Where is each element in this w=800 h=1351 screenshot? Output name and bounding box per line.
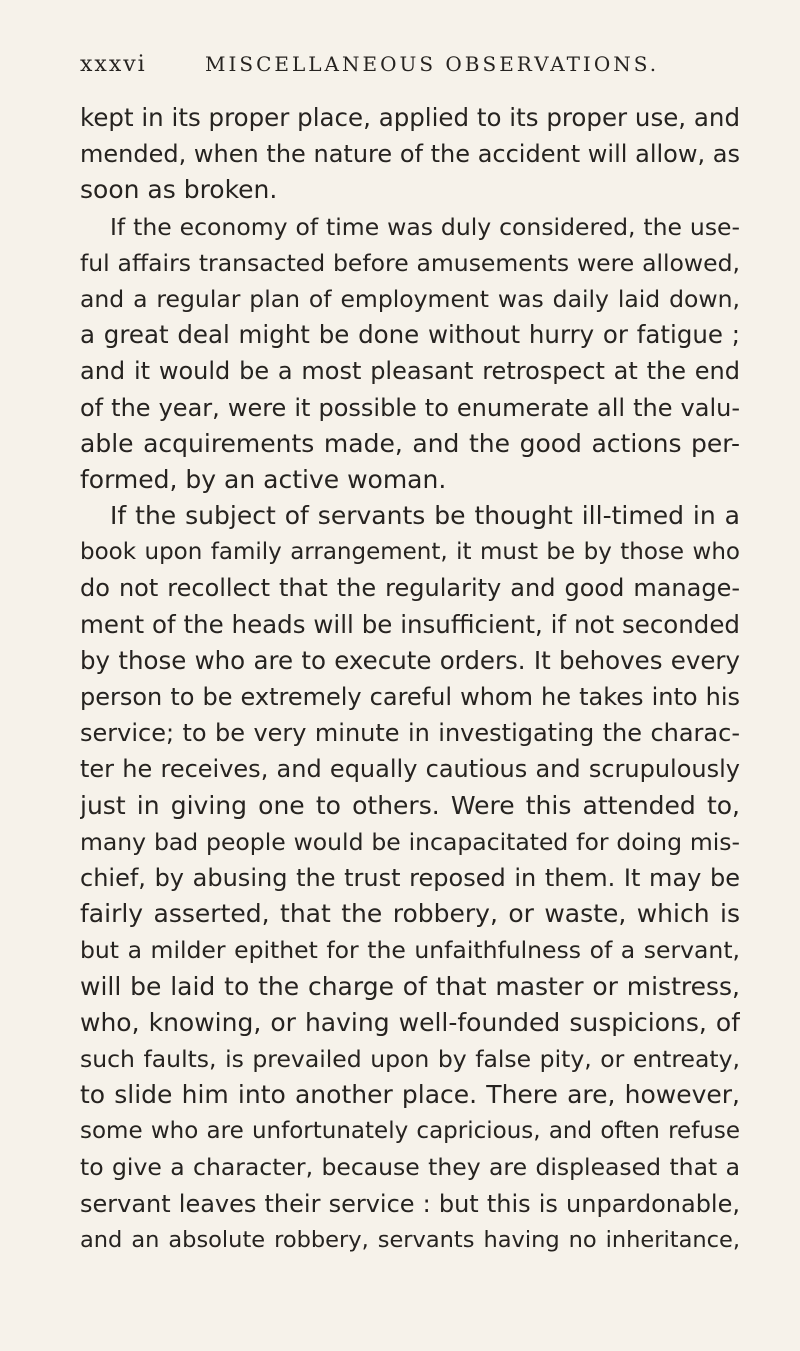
text-line: service; to be very minute in investigating the charac- <box>80 719 740 748</box>
page-number: xxxvi <box>80 52 147 77</box>
running-head <box>80 52 740 82</box>
text-line: such faults, is prevailed upon by false pity, or entreaty, <box>80 1044 740 1073</box>
text-line: If the economy of time was duly considered, the use- <box>110 212 740 241</box>
text-line: ful affairs transacted before amusements were allowed, <box>80 248 740 277</box>
text-line: chief, by abusing the trust reposed in them. It may be <box>80 863 740 892</box>
text-line: servant leaves their service : but this is unpardonable, <box>80 1189 740 1218</box>
body-text <box>80 100 740 1258</box>
text-line: person to be extremely careful whom he takes into his <box>80 683 740 711</box>
text-line: kept in its proper place, applied to its proper use, and <box>80 103 740 132</box>
text-line: book upon family arrangement, it must be by those who <box>80 539 740 566</box>
text-line: able acquirements made, and the good actions per- <box>80 428 740 458</box>
text-line: of the year, were it possible to enumerate all the valu- <box>80 393 740 422</box>
text-line: mended, when the nature of the accident will allow, as <box>80 140 740 169</box>
text-line: who, knowing, or having well-founded suspicions, of <box>80 1007 740 1037</box>
text-line: a great deal might be done without hurry or fatigue ; <box>80 320 740 350</box>
text-line: ter he receives, and equally cautious and scrupulously <box>80 755 740 784</box>
text-line: fairly asserted, that the robbery, or waste, which is <box>80 899 740 929</box>
text-line: by those who are to execute orders. It behoves every <box>80 645 740 675</box>
text-line: formed, by an active woman. <box>80 464 447 494</box>
text-line: do not recollect that the regularity and good manage- <box>80 574 740 603</box>
text-line: to give a character, because they are displeased that a <box>80 1153 740 1182</box>
text-line: many bad people would be incapacitated for doing mis- <box>80 827 740 856</box>
text-line: and an absolute robbery, servants having no inheritance, <box>80 1226 740 1253</box>
text-line: to slide him into another place. There are, however, <box>80 1080 740 1110</box>
text-line: some who are unfortunately capricious, and often refuse <box>80 1118 740 1145</box>
running-title: MISCELLANEOUS OBSERVATIONS. <box>205 52 660 76</box>
text-line: will be laid to the charge of that master or mistress, <box>80 971 740 1001</box>
text-line: ment of the heads will be insufficient, if not seconded <box>80 609 740 639</box>
text-line: and it would be a most pleasant retrospect at the end <box>80 357 740 386</box>
text-line: but a milder epithet for the unfaithfulness of a servant, <box>80 936 740 965</box>
text-line: just in giving one to others. Were this attended to, <box>80 790 740 820</box>
text-line: soon as broken. <box>80 175 278 205</box>
text-line: If the subject of servants be thought ill-timed in a <box>110 501 740 531</box>
text-line: and a regular plan of employment was daily laid down, <box>80 284 740 313</box>
